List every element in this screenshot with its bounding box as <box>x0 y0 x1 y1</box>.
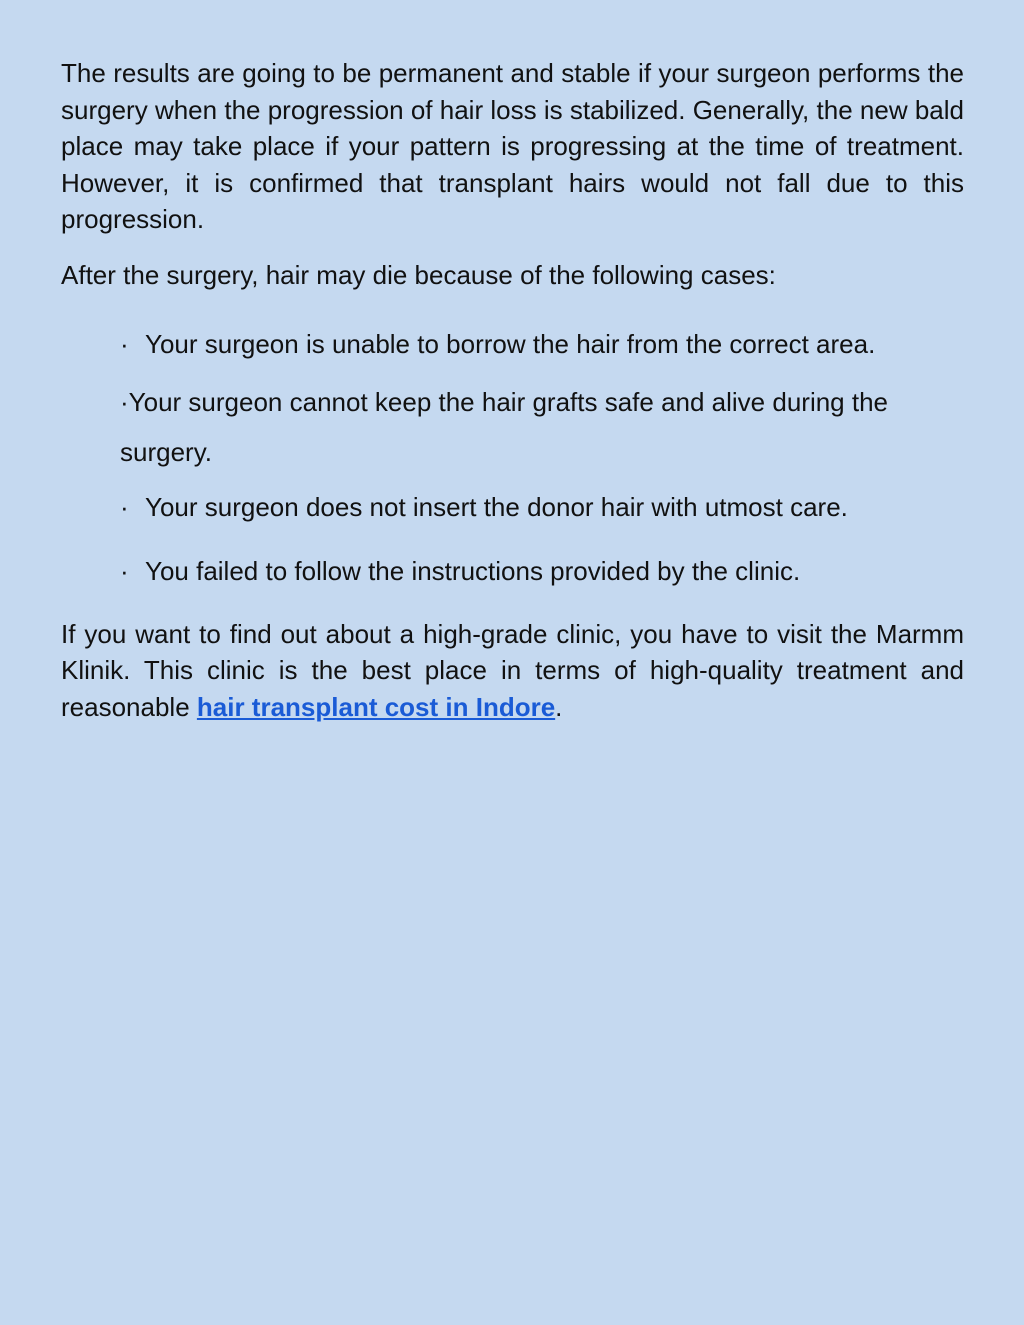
list-item <box>120 553 964 590</box>
list-item <box>120 326 964 363</box>
bullet-marker: · <box>120 556 129 586</box>
list-item <box>120 489 964 526</box>
bullet-marker: · <box>120 386 129 417</box>
hair-transplant-cost-link[interactable]: hair transplant cost in Indore <box>196 691 556 722</box>
list-item <box>120 377 964 477</box>
paragraph-clinic <box>61 616 964 726</box>
document-body <box>61 55 964 725</box>
paragraph-clinic-end: . <box>555 691 563 722</box>
list-item-text: Your surgeon is unable to borrow the hair from the correct area. <box>145 329 876 359</box>
cases-list <box>61 326 964 590</box>
paragraph-results: The results are going to be permanent and stable if your surgeon performs the surgery when the progression of hair loss is stabilized. Generally, the new bald place may take place if your pattern is progressing at the time of treatment. However, it is confirmed that transplant hairs would not fall due to this progression. <box>61 58 964 234</box>
bullet-marker: · <box>120 491 129 522</box>
list-item-text: Your surgeon cannot keep the hair grafts safe and alive during the surgery. <box>120 386 889 467</box>
bullet-marker: · <box>120 329 129 359</box>
paragraph-cases-intro: After the surgery, hair may die because of the following cases: <box>61 259 776 290</box>
paragraph-clinic-text: If you want to find out about a high-grade clinic, you have to visit the Marmm Klinik. This clinic is the best place in terms of high-quality treatment and reasonable <box>61 618 964 722</box>
list-item-text: You failed to follow the instructions provided by the clinic. <box>145 556 801 586</box>
list-item-text: Your surgeon does not insert the donor hair with utmost care. <box>145 491 848 522</box>
